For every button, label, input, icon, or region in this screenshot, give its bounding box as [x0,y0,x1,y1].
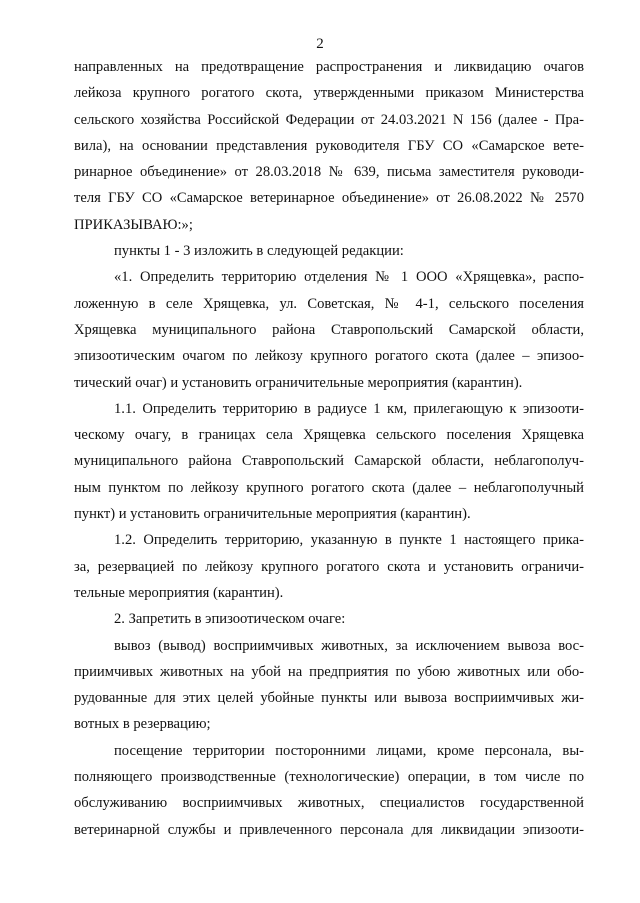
text-line: ПРИКАЗЫВАЮ:»; [74,216,193,233]
text-line: пункт) и установить ограничительные мероприятия (карантин). [74,506,471,523]
paragraph [74,633,584,738]
text-line: ческому очагу, в границах села Хрящевка сельского поселения Хрящевка [74,427,584,444]
text-line: 1.2. Определить территорию, указанную в пункте 1 настоящего прика- [114,532,584,549]
text-line: вотных в резервацию; [74,716,211,733]
paragraph [74,238,584,264]
text-line: вила), на основании представления руководителя ГБУ СО «Самарское вете- [74,137,584,154]
text-line: лейкоза крупного рогатого скота, утвержденными приказом Министерства [74,85,584,102]
text-line: ным пунктом по лейкозу крупного рогатого скота (далее – неблагополучный [74,479,584,496]
text-line: сельского хозяйства Российской Федерации от 24.03.2021 N 156 (далее - Пра- [74,111,584,128]
text-line: тический очаг) и установить ограничительные мероприятия (карантин). [74,374,523,391]
text-line: тельные мероприятия (карантин). [74,584,284,601]
text-line: направленных на предотвращение распространения и ликвидацию очагов [74,59,584,75]
text-line: 2. Запретить в эпизоотическом очаге: [114,611,346,628]
text-line: ринарное объединение» от 28.03.2018 № 639, письма заместителя руководи- [74,164,584,181]
text-line: посещение территории посторонними лицами, кроме персонала, вы- [114,742,584,759]
paragraph [74,527,584,606]
text-line: теля ГБУ СО «Самарское ветеринарное объединение» от 26.08.2022 № 2570 [74,190,584,207]
text-line: полняющего производственные (технологические) операции, в том числе по [74,769,584,786]
text-line: приимчивых животных на убой на предприятия по убою животных или обо- [74,663,584,680]
text-line: рудованные для этих целей убойные пункты или вывоза восприимчивых жи- [74,690,584,707]
text-line: муниципального района Ставропольский Самарской области, неблагополуч- [74,453,584,470]
text-line: «1. Определить территорию отделения № 1 ООО «Хрящевка», распо- [114,269,584,286]
document-body [74,54,584,843]
paragraph [74,606,584,632]
paragraph [74,54,584,238]
text-line: Хрящевка муниципального района Ставропольский Самарской области, [74,321,584,338]
text-line: 1.1. Определить территорию в радиусе 1 км, прилегающую к эпизооти- [114,400,584,417]
text-line: за, резервацией по лейкозу крупного рогатого скота и установить ограничи- [74,558,584,575]
text-line: обслуживанию восприимчивых животных, специалистов государственной [74,795,584,812]
text-line: пункты 1 - 3 изложить в следующей редакции: [114,243,404,260]
text-line: вывоз (вывод) восприимчивых животных, за исключением вывоза вос- [114,637,584,654]
text-line: ветеринарной службы и привлеченного персонала для ликвидации эпизооти- [74,821,584,838]
page-number: 2 [316,36,324,52]
paragraph [74,396,584,527]
text-line: эпизоотическим очагом по лейкозу крупного рогатого скота (далее – эпизоо- [74,348,584,365]
text-line: ложенную в селе Хрящевка, ул. Советская, № 4-1, сельского поселения [74,295,584,312]
paragraph [74,264,584,395]
paragraph [74,738,584,843]
